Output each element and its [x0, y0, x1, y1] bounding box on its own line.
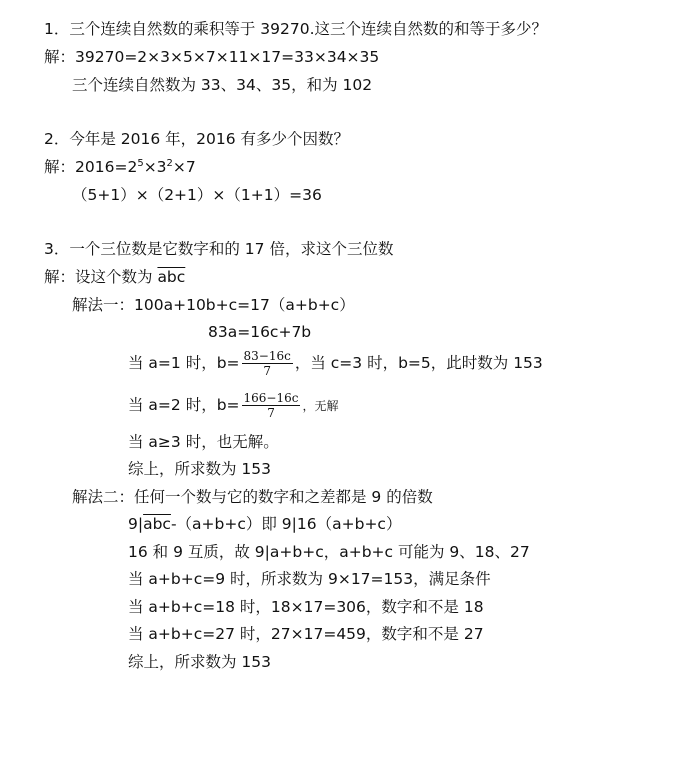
- solution-label: 解：设这个数为: [44, 268, 158, 286]
- problem-3-solution-intro: [44, 267, 185, 287]
- fraction-denominator: 7: [267, 406, 275, 420]
- case-text-b: ，当 c=3 时，b=5，此时数为 153: [294, 354, 543, 372]
- problem-1-question: 1．三个连续自然数的乘积等于 39270.这三个连续自然数的和等于多少？: [44, 20, 548, 38]
- problem-1-solution-line-2: 三个连续自然数为 33、34、35，和为 102: [72, 76, 373, 94]
- method-1-conclusion: 综上，所求数为 153: [128, 460, 272, 478]
- fraction-numerator: 166−16c: [243, 391, 299, 405]
- solution-label: 解：: [44, 158, 76, 176]
- fraction-denominator: 7: [263, 364, 272, 378]
- case-text-b: ，无解: [302, 399, 339, 413]
- fraction-numerator: 83−16c: [243, 349, 291, 363]
- exponent-2: 2: [166, 158, 173, 169]
- problem-2-question: 2．今年是 2016 年，2016 有多少个因数？: [44, 130, 350, 148]
- abc-overlined: $\overline{abc}$: [157, 268, 186, 286]
- method-1-case-2: [128, 388, 339, 423]
- problem-2-solution-line-1: [44, 157, 196, 180]
- method-1-case-3: 当 a≥3 时，也无解。: [128, 433, 279, 451]
- method-2-line-5: 当 a+b+c=27 时，27×17=459，数字和不是 27: [128, 625, 484, 643]
- prime-factorization-part-a: 2016=2: [75, 158, 138, 176]
- equation: 100a+10b+c=17（a+b+c）: [134, 296, 355, 314]
- factorization: 39270=2×3×5×7×11×17=33×34×35: [75, 48, 380, 66]
- abc-overlined: $\overline{abc}$: [143, 515, 171, 533]
- method-1-equation-2: 83a=16c+7b: [208, 323, 312, 341]
- problem-2-solution-line-2: （5+1）×（2+1）×（1+1）=36: [72, 186, 322, 204]
- case-text-a: 当 a=2 时，b=: [128, 396, 240, 414]
- divides-rest: -（a+b+c）即 9|16（a+b+c）: [170, 515, 402, 533]
- method-1-equation-1: [72, 295, 355, 315]
- divides-text: 9|: [128, 515, 144, 533]
- case-text-a: 当 a=1 时，b=: [128, 354, 240, 372]
- problem-3-question: 3．一个三位数是它数字和的 17 倍，求这个三位数: [44, 240, 394, 258]
- method-2-label: 解法二：任何一个数与它的数字和之差都是 9 的倍数: [72, 488, 433, 506]
- method-2-conclusion: 综上，所求数为 153: [128, 653, 272, 671]
- fraction: [242, 391, 301, 420]
- solution-label: 解：: [44, 48, 76, 66]
- fraction: [242, 349, 293, 378]
- method-2-line-3: 当 a+b+c=9 时，所求数为 9×17=153，满足条件: [128, 570, 491, 588]
- method-1-label: 解法一：: [72, 296, 135, 314]
- method-2-line-1: [128, 514, 401, 534]
- method-2-line-4: 当 a+b+c=18 时，18×17=306，数字和不是 18: [128, 598, 484, 616]
- method-1-case-1: [128, 346, 543, 380]
- prime-factorization-part-c: ×7: [172, 158, 196, 176]
- prime-factorization-part-b: ×3: [143, 158, 167, 176]
- exponent-1: 5: [137, 158, 144, 169]
- method-2-line-2: 16 和 9 互质，故 9|a+b+c，a+b+c 可能为 9、18、27: [128, 543, 530, 561]
- problem-1-solution-line-1: [44, 47, 379, 67]
